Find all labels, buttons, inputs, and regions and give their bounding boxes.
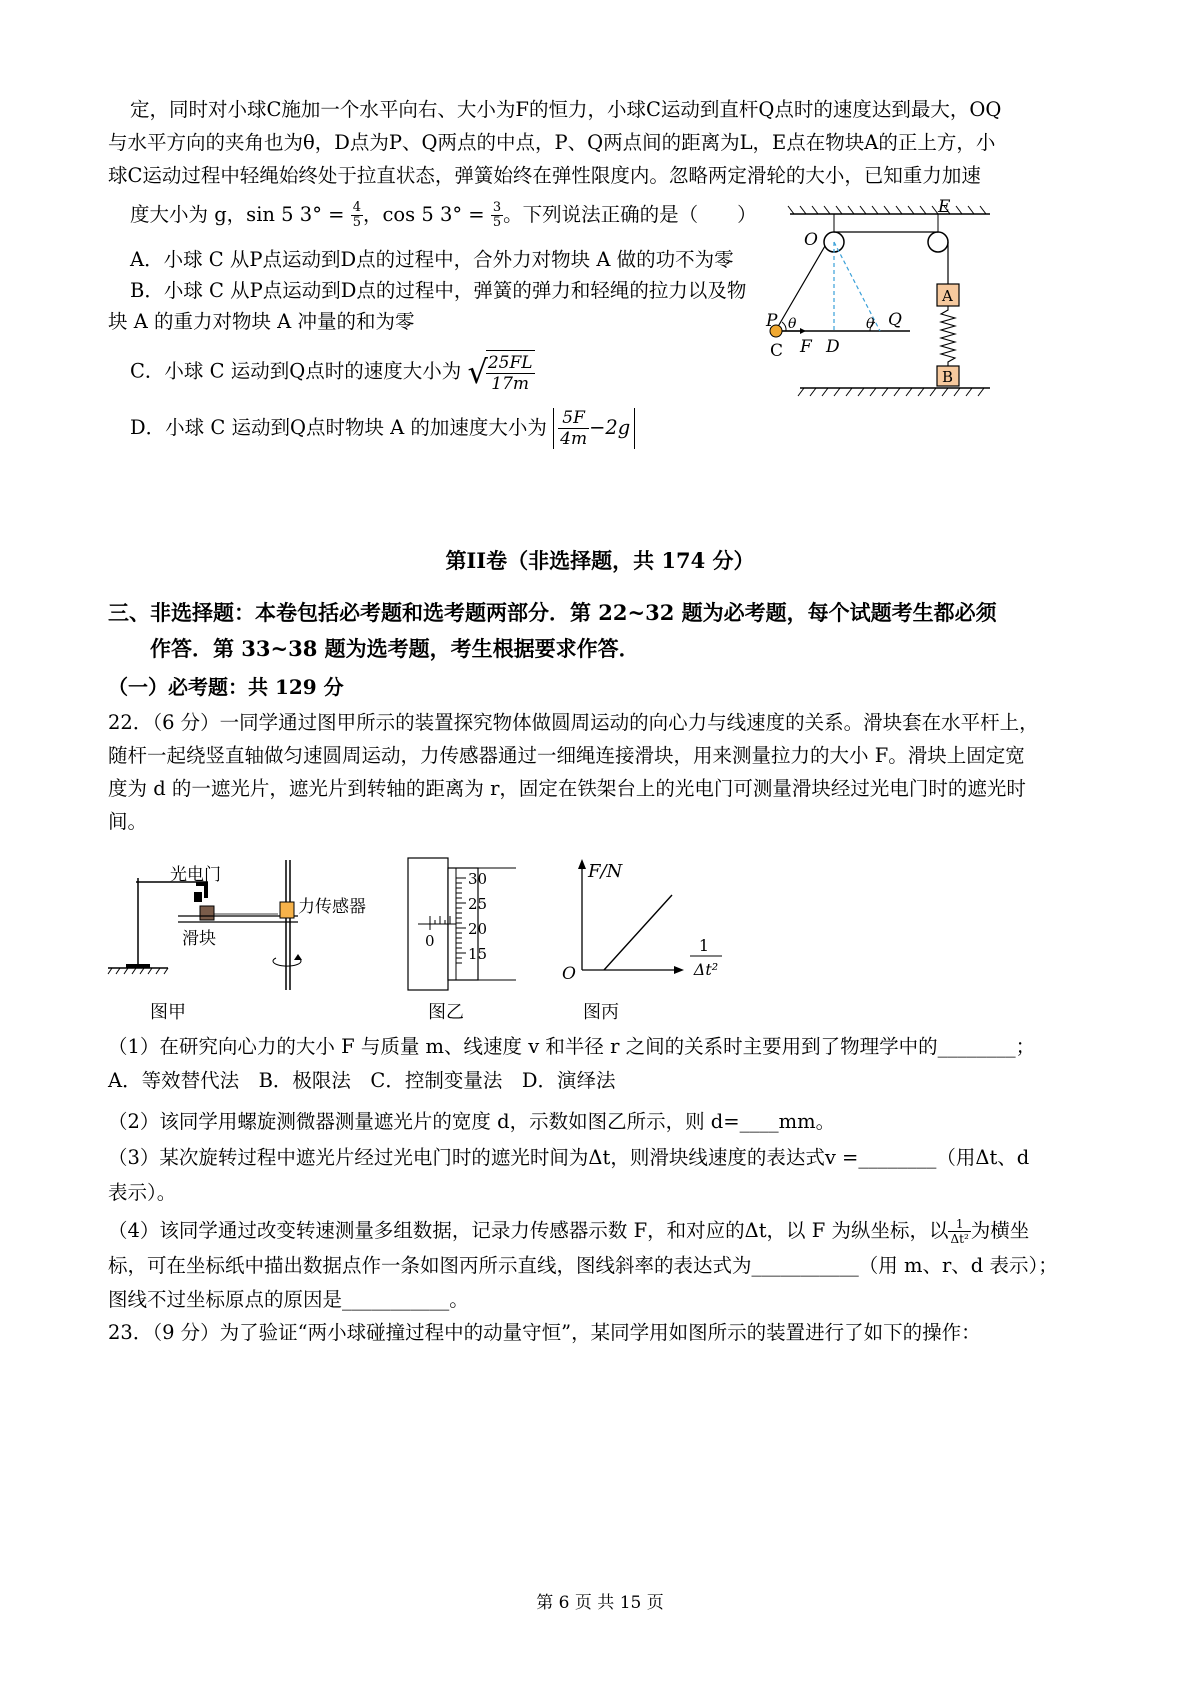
label-force-sensor: 力传感器 bbox=[298, 897, 366, 917]
intro-line-2: 与水平方向的夹角也为θ，D点为P、Q两点的中点，P、Q两点间的距离为L，E点在物块A的正上方，小 bbox=[108, 131, 996, 154]
q22-line-1: 22．（6 分）一同学通过图甲所示的装置探究物体做圆周运动的向心力与线速度的关系。滑块套在水平杆上， bbox=[108, 711, 1039, 734]
option-d-den: 4m bbox=[560, 429, 588, 449]
section3-line-2: 作答．第 33~38 题为选考题，考生根据要求作答． bbox=[150, 636, 640, 661]
label-Q: Q bbox=[888, 310, 902, 330]
label-P: P bbox=[766, 311, 778, 331]
label-photogate: 光电门 bbox=[170, 865, 221, 885]
option-d-num: 5F bbox=[558, 408, 589, 429]
q23-intro: 23．（9 分）为了验证“两小球碰撞过程中的动量守恒”，某同学用如图所示的装置进行了如下的操作： bbox=[108, 1321, 981, 1344]
page-footer: 第 6 页 共 15 页 bbox=[536, 1593, 664, 1613]
sub-question-1-options: A．等效替代法 B．极限法 C．控制变量法 D．演绎法 bbox=[108, 1069, 616, 1092]
label-slider: 滑块 bbox=[182, 929, 216, 949]
cos-fraction bbox=[491, 201, 503, 230]
y-axis-label: F/N bbox=[588, 861, 623, 882]
intro-line-3: 球C运动过程中轻绳始终处于拉直状态，弹簧始终在弹性限度内。忽略两定滑轮的大小，已知重力加速 bbox=[108, 164, 981, 187]
section3-line-1: 三、非选择题：本卷包括必考题和选考题两部分．第 22~32 题为必考题，每个试题考生都必须 bbox=[108, 600, 997, 625]
figure-yi-micrometer bbox=[408, 858, 518, 993]
cos-den: 5 bbox=[492, 215, 502, 230]
figure-bing-graph bbox=[560, 855, 740, 985]
sub-question-3-line-1: （3）某次旋转过程中遮光片经过光电门时的遮光时间为Δt，则滑块线速度的表达式v =________（用Δt、d bbox=[108, 1146, 1030, 1169]
x-axis-den: Δt² bbox=[693, 960, 719, 979]
section-required: （一）必考题：共 129 分 bbox=[108, 675, 344, 699]
label-O: O bbox=[804, 230, 818, 250]
sin-den: 5 bbox=[352, 215, 361, 230]
intro-line-4c: 。下列说法正确的是（ ） bbox=[503, 203, 757, 226]
q22-line-3: 度为 d 的一遮光片，遮光片到转轴的距离为 r，固定在铁架台上的光电门可测量滑块经过光电门时的遮光时 bbox=[108, 777, 1026, 800]
tick-30: 30 bbox=[468, 870, 488, 888]
tick-0: 0 bbox=[425, 932, 435, 950]
sub-question-4-line-3: 图线不过坐标原点的原因是___________。 bbox=[108, 1288, 469, 1311]
option-c-den: 17m bbox=[491, 374, 530, 394]
sin-fraction bbox=[351, 201, 363, 230]
caption-bing: 图丙 bbox=[583, 1002, 619, 1023]
abs-value bbox=[553, 408, 635, 449]
label-A: A bbox=[942, 287, 953, 305]
label-F: F bbox=[800, 337, 812, 357]
cos-num: 3 bbox=[492, 200, 502, 215]
x-axis-num: 1 bbox=[698, 936, 710, 955]
q22-line-4: 间。 bbox=[108, 810, 148, 833]
label-D: D bbox=[826, 337, 840, 357]
option-d-tail: −2g bbox=[589, 416, 631, 439]
option-b-line-1: B．小球 C 从P点运动到D点的过程中，弹簧的弹力和轻绳的拉力以及物 bbox=[130, 279, 747, 302]
intro-line-4 bbox=[130, 200, 757, 230]
option-b-line-2: 块 A 的重力对物块 A 冲量的和为零 bbox=[108, 310, 415, 333]
option-c-num: 25FL bbox=[487, 353, 533, 373]
origin-label: O bbox=[562, 964, 576, 984]
label-theta-2: θ bbox=[866, 316, 875, 332]
sub-question-3-line-2: 表示）。 bbox=[108, 1181, 177, 1204]
label-C: C bbox=[770, 341, 784, 361]
sub-question-4-line-1 bbox=[108, 1216, 1029, 1246]
caption-jia: 图甲 bbox=[150, 1002, 186, 1023]
sqrt-sign: √ bbox=[467, 353, 488, 391]
sub4-fraction bbox=[948, 1217, 970, 1246]
sub4-den: Δt² bbox=[950, 1232, 969, 1246]
figure-jia bbox=[108, 860, 378, 990]
part2-title: 第II卷（非选择题，共 174 分） bbox=[445, 548, 755, 573]
sub-question-4-line-2: 标，可在坐标纸中描出数据点作一条如图丙所示直线，图线斜率的表达式为___________（用 m、r、d 表示）； bbox=[108, 1254, 1058, 1277]
intro-line-4a: 度大小为 g，sin 5 3° = bbox=[130, 203, 351, 226]
intro-line-1: 定，同时对小球C施加一个水平向右、大小为F的恒力，小球C运动到直杆Q点时的速度达到最大，OQ bbox=[130, 98, 1002, 121]
tick-15: 15 bbox=[468, 945, 488, 963]
label-B: B bbox=[942, 368, 954, 386]
label-E: E bbox=[938, 197, 951, 217]
sub4-text-b: 为横坐 bbox=[970, 1219, 1030, 1242]
option-c-fraction bbox=[486, 353, 535, 394]
tick-25: 25 bbox=[468, 895, 488, 913]
sub4-text-a: （4）该同学通过改变转速测量多组数据，记录力传感器示数 F，和对应的Δt，以 F 为纵坐标，以 bbox=[108, 1219, 949, 1242]
label-theta-1: θ bbox=[788, 316, 797, 332]
option-d-fraction bbox=[558, 408, 589, 449]
caption-yi: 图乙 bbox=[428, 1002, 464, 1023]
option-d bbox=[130, 408, 635, 449]
option-a: A．小球 C 从P点运动到D点的过程中，合外力对物块 A 做的功不为零 bbox=[130, 248, 734, 271]
sin-num: 4 bbox=[352, 200, 361, 215]
tick-20: 20 bbox=[468, 920, 488, 938]
sub-question-2: （2）该同学用螺旋测微器测量遮光片的宽度 d，示数如图乙所示，则 d=____mm。 bbox=[108, 1110, 836, 1133]
intro-line-4b: ，cos 5 3° = bbox=[362, 203, 491, 226]
option-c-text: C．小球 C 运动到Q点时的速度大小为 bbox=[130, 359, 462, 383]
option-c bbox=[130, 350, 535, 394]
option-d-text: D．小球 C 运动到Q点时物块 A 的加速度大小为 bbox=[130, 416, 547, 439]
sub4-num: 1 bbox=[948, 1217, 970, 1232]
sqrt-body bbox=[486, 350, 535, 394]
pulley-figure bbox=[766, 197, 1020, 410]
q22-line-2: 随杆一起绕竖直轴做匀速圆周运动，力传感器通过一细绳连接滑块，用来测量拉力的大小 F。滑块上固定宽 bbox=[108, 744, 1025, 767]
sub-question-1: （1）在研究向心力的大小 F 与质量 m、线速度 v 和半径 r 之间的关系时主要用到了物理学中的________； bbox=[108, 1035, 1036, 1058]
